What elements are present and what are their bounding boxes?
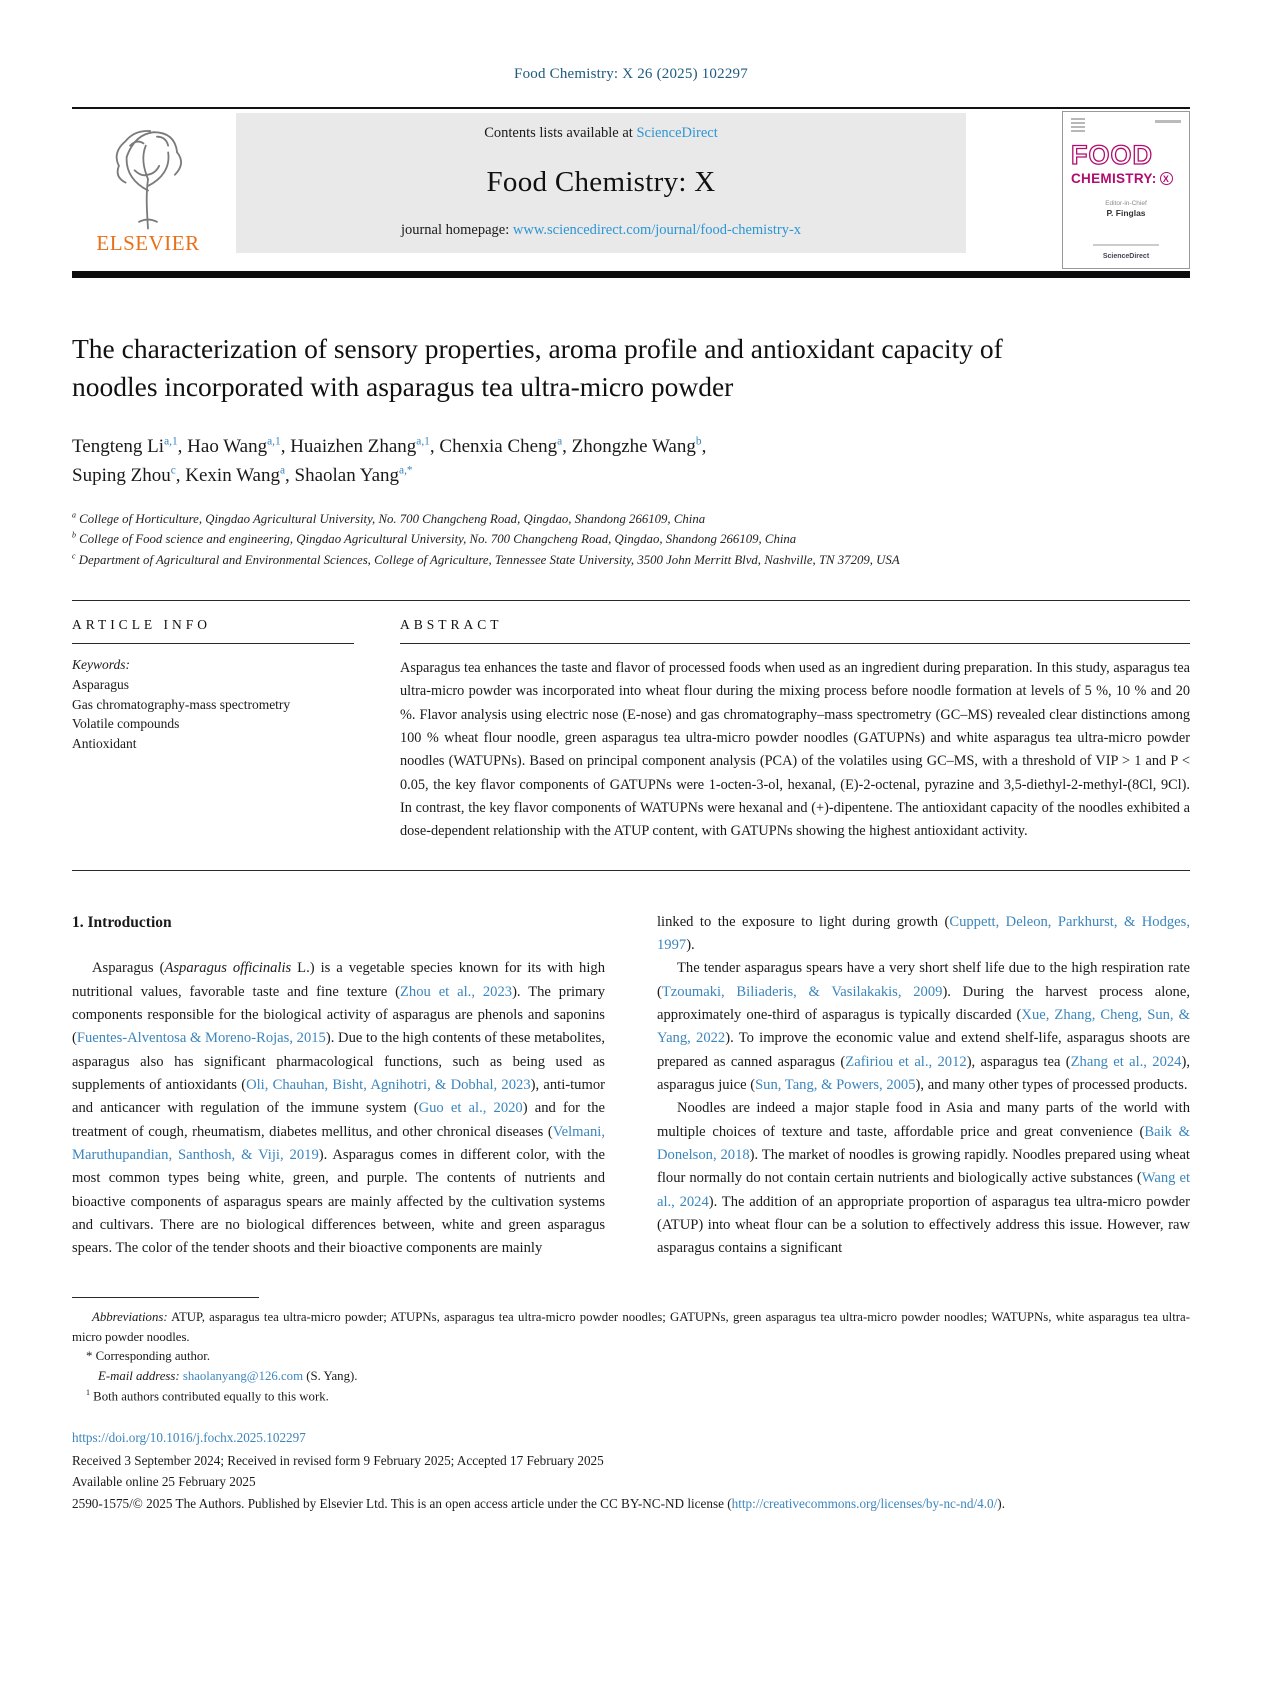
article-info-heading: ARTICLE INFO [72, 617, 212, 633]
elsevier-logo[interactable] [72, 111, 224, 269]
text-segment: b [695, 435, 702, 448]
text-segment: Shaolan Yang [294, 465, 400, 487]
author-list [72, 432, 1190, 491]
cover-editor-label: Editor-in-Chief [1105, 200, 1147, 207]
text-segment: , [175, 465, 186, 487]
text-segment: ). During the harvest process alone, approximately one-third of asparagus is typically discarded ( [657, 983, 1190, 1023]
text-segment: College of Horticulture, Qingdao Agricultural University, No. 700 Changcheng Road, Qingdao, Shandong 266109, China [75, 511, 706, 526]
text-segment: Huaizhen Zhang [290, 435, 417, 457]
citation-baik-2018[interactable]: Baik & Donelson, 2018 [657, 1123, 1190, 1163]
intro-left-column [72, 911, 605, 1261]
intro-heading: 1. Introduction [72, 913, 172, 931]
homepage-prefix: journal homepage: [400, 222, 513, 238]
text-segment: , [429, 435, 440, 457]
keyword-item: Gas chromatography-mass spectrometry [72, 696, 291, 712]
text-segment: ), and many other types of processed products. [915, 1076, 1188, 1093]
citation-sun-2005[interactable]: Sun, Tang, & Powers, 2005 [755, 1076, 916, 1093]
text-segment: ATUP, asparagus tea ultra-micro powder; ATUPNs, asparagus tea ultra-micro powder noodles; GATUPNs, green asparagus tea ultra-micro powder noodles; WATUPNs, white asparagus tea ultra-micro powder noodles. [72, 1309, 1190, 1344]
text-segment: Asparagus officinalis [164, 960, 292, 977]
text-segment: , [562, 435, 572, 457]
keyword-item: Asparagus [72, 677, 129, 693]
intro-paragraph-1-continued [657, 911, 1190, 958]
cover-divider [1093, 244, 1159, 246]
introduction-section [72, 911, 1190, 1261]
text-segment: Abbreviations: [92, 1309, 168, 1324]
email-link[interactable]: shaolanyang@126.com [182, 1369, 304, 1384]
text-segment: Noodles are indeed a major staple food in Asia and many parts of the world with multiple choices of texture and taste, affordable price and great convenience ( [657, 1100, 1190, 1140]
text-segment: , [280, 435, 291, 457]
contents-line [246, 125, 956, 142]
text-segment: ). To improve the economic value and extend shelf-life, asparagus shoots are prepared as canned asparagus ( [657, 1030, 1190, 1070]
text-segment: , [701, 435, 707, 457]
text-segment: , [285, 465, 295, 487]
text-segment: c [72, 551, 76, 561]
abstract-text: Asparagus tea enhances the taste and flavor of processed foods when used as an ingredient during preparation. In this study, asparagus tea ultra-micro powder was incorporated into wheat flour during the mixing process before noodle formation at levels of 5 %, 10 % and 20 %. Flavor analysis using electric nose (E-nose) and gas chromatography–mass spectrometry (GC–MS) revealed clear distinctions among 100 % wheat flour noodle, green asparagus tea ultra-micro powder noodles (GATUPNs) and white asparagus tea ultra-micro powder noodles (WATUPNs). Based on principal component analysis (PCA) of the volatiles using GC–MS, with a threshold of VIP > 1 and P < 0.05, the key flavor components of GATUPNs were 1-octen-3-ol, hexanal, (E)-2-octenal, pyrazine and 3,5-diethyl-2-methyl-(8Cl, 9Cl). In contrast, the key flavor components of WATUPNs were hexanal and (+)-dipentene. The antioxidant capacity of the noodles exhibited a dose-dependent relationship with the ATUP content, with GATUPNs showing the highest antioxidant activity. [400, 660, 1190, 840]
text-segment: a,* [399, 464, 413, 477]
article-info-column [72, 601, 394, 843]
info-block-bottom-rule [72, 870, 1190, 871]
elsevier-wordmark: ELSEVIER [96, 231, 200, 255]
text-segment: Asparagus ( [92, 960, 165, 977]
contents-prefix: Contents lists available at [484, 125, 637, 141]
copyright-line [72, 1493, 1190, 1514]
keyword-item: Volatile compounds [72, 716, 180, 732]
license-link[interactable]: http://creativecommons.org/licenses/by-nc-nd/4.0/ [731, 1495, 998, 1511]
text-segment: a [279, 464, 286, 477]
citation-tzoumaki-2009[interactable]: Tzoumaki, Biliaderis, & Vasilakakis, 2009 [661, 983, 943, 1000]
text-segment: ). The market of noodles is growing rapidly. Noodles prepared using wheat flour normally do not contain certain nutrients and biologically active substances ( [657, 1146, 1190, 1187]
affiliations [72, 509, 1190, 570]
footnote-rule [72, 1297, 259, 1298]
citation-wang-2024[interactable]: Wang et al., 2024 [657, 1170, 1190, 1210]
journal-citation: Food Chemistry: X 26 (2025) 102297 [514, 66, 748, 82]
masthead-bottom-bar [72, 271, 1190, 278]
text-segment: ) and for the treatment of cough, rheumatism, diabetes mellitus, and other chronical diseases ( [72, 1100, 605, 1140]
intro-right-column [657, 911, 1190, 1261]
text-segment: Tengteng Li [72, 435, 165, 457]
masthead-top-rule [72, 107, 1190, 109]
text-segment: College of Food science and engineering, Qingdao Agricultural University, No. 700 Changcheng Road, Qingdao, Shandong 266109, China [75, 532, 797, 547]
citation-fuentes-2015[interactable]: Fuentes-Alventosa & Moreno-Rojas, 2015 [76, 1030, 326, 1047]
text-segment: a,1 [164, 435, 178, 448]
text-segment: 2590-1575/© 2025 The Authors. Published by Elsevier Ltd. This is an open access article under the CC BY-NC-ND license ( [72, 1495, 732, 1511]
text-segment: Department of Agricultural and Environmental Sciences, College of Agriculture, Tennessee State University, 3500 John Merritt Blvd, Nashville, TN 37209, USA [75, 552, 900, 567]
text-segment: 1 [86, 1388, 90, 1398]
equal-contribution-note [72, 1387, 1190, 1407]
keyword-item: Antioxidant [72, 735, 137, 751]
citation-velmani-2019[interactable]: Velmani, Maruthupandian, Santhosh, & Viji, 2019 [72, 1123, 605, 1164]
text-segment: ), asparagus juice ( [657, 1053, 1190, 1093]
citation-xue-2022[interactable]: Xue, Zhang, Cheng, Sun, & Yang, 2022 [657, 1006, 1190, 1047]
cover-chemistry-text: CHEMISTRY: [1071, 171, 1157, 186]
abstract-rule [400, 643, 1190, 644]
abstract-column [400, 601, 1190, 843]
sciencedirect-link[interactable]: ScienceDirect [636, 125, 718, 141]
cover-title-chemistry [1071, 171, 1181, 186]
intro-paragraph-3 [657, 1097, 1190, 1260]
text-segment: * Corresponding author. [86, 1349, 211, 1364]
keywords-label: Keywords: [72, 657, 130, 673]
intro-paragraph-1 [72, 957, 605, 1260]
text-segment: E-mail address: [98, 1369, 180, 1384]
cover-x-badge: X [1160, 172, 1173, 185]
text-segment: linked to the exposure to light during growth ( [657, 913, 950, 930]
homepage-line [246, 222, 956, 239]
corresponding-author-note [72, 1347, 1190, 1367]
cover-emblem-icon [1071, 118, 1085, 134]
text-segment: Chenxia Cheng [439, 435, 558, 457]
abstract-heading: ABSTRACT [400, 617, 503, 633]
journal-cover[interactable] [1062, 111, 1190, 269]
citation-zhang-2024[interactable]: Zhang et al., 2024 [1070, 1053, 1182, 1070]
received-dates: Received 3 September 2024; Received in revised form 9 February 2025; Accepted 17 February 2025 [72, 1453, 604, 1469]
citation-zafiriou-2012[interactable]: Zafiriou et al., 2012 [845, 1053, 967, 1070]
intro-paragraph-2 [657, 957, 1190, 1097]
text-segment: a,1 [267, 435, 281, 448]
text-segment: (S. Yang). [303, 1369, 358, 1384]
citation-guo-2020[interactable]: Guo et al., 2020 [418, 1100, 523, 1117]
text-segment: ), anti-tumor and anticancer with regulation of the immune system ( [72, 1077, 605, 1117]
keywords-list [72, 675, 394, 753]
text-segment: , [177, 435, 188, 457]
cover-sciencedirect: ScienceDirect [1102, 253, 1150, 260]
cover-title-food: FOOD [1071, 140, 1153, 170]
citation-cuppett-1997[interactable]: Cuppett, Deleon, Parkhurst, & Hodges, 1997 [657, 913, 1190, 953]
journal-title: Food Chemistry: X [486, 165, 716, 198]
text-segment: Suping Zhou [72, 465, 171, 487]
masthead [72, 111, 1190, 269]
info-abstract-block [72, 601, 1190, 843]
cover-editor-name: P. Finglas [1106, 208, 1146, 218]
text-segment: a [557, 435, 563, 448]
text-segment: L.) is a vegetable species known for its with high nutritional values, favorable taste and fine texture ( [72, 960, 605, 1000]
affiliation-b [72, 529, 1190, 549]
text-segment: a,1 [416, 435, 430, 448]
text-segment: b [72, 530, 76, 540]
article-title: The characterization of sensory properties, aroma profile and antioxidant capacity of noodles incorporated with asparagus tea ultra-micro powder [72, 333, 1003, 402]
text-segment: Kexin Wang [185, 465, 280, 487]
homepage-link[interactable]: www.sciencedirect.com/journal/food-chemistry-x [512, 222, 802, 238]
text-segment: Hao Wang [187, 435, 268, 457]
text-segment: ), asparagus tea ( [966, 1053, 1071, 1070]
text-segment: ). The primary components responsible for the biological activity of asparagus are phenols and saponins ( [72, 983, 605, 1047]
text-segment: Zhongzhe Wang [571, 435, 696, 457]
footnotes [72, 1308, 1190, 1407]
text-segment: c [170, 464, 176, 477]
text-segment: ). Due to the high contents of these metabolites, asparagus also has significant pharmacological functions, such as being used as supplements of antioxidants ( [72, 1030, 605, 1094]
elsevier-tree-icon [92, 121, 204, 233]
masthead-graybox [236, 113, 966, 253]
abbreviations-note [72, 1308, 1190, 1348]
text-segment: a [72, 510, 76, 520]
affiliation-a [72, 509, 1190, 529]
citation-zhou-2023[interactable]: Zhou et al., 2023 [400, 983, 513, 1000]
text-segment: ). Asparagus comes in different color, with the most common types being white, green, and purple. The contents of nutrients and bioactive components of asparagus spears are mainly affected by the cultivation systems and cultivars. There are no biological differences between, white and green asparagus spears. The color of the tender shoots and their bioactive components are mainly [72, 1147, 605, 1257]
text-segment: Both authors contributed equally to this work. [89, 1389, 329, 1404]
email-note [72, 1367, 1190, 1387]
doi-link[interactable]: https://doi.org/10.1016/j.fochx.2025.102297 [72, 1430, 306, 1446]
text-segment: ). The addition of an appropriate proportion of asparagus tea ultra-micro powder (ATUP) into wheat flour can be a solution to effectively address this issue. However, raw asparagus contains a significant [657, 1193, 1190, 1257]
cover-issn-bar [1155, 120, 1181, 123]
publication-footer [72, 1427, 1190, 1514]
text-segment: ). [997, 1495, 1005, 1511]
text-segment: ). [686, 936, 695, 953]
text-segment: The tender asparagus spears have a very short shelf life due to the high respiration rate ( [657, 960, 1190, 1000]
affiliation-c [72, 550, 1190, 570]
available-online: Available online 25 February 2025 [72, 1474, 256, 1490]
citation-oli-2023[interactable]: Oli, Chauhan, Bisht, Agnihotri, & Dobhal, 2023 [246, 1077, 531, 1094]
article-info-rule [72, 643, 354, 644]
